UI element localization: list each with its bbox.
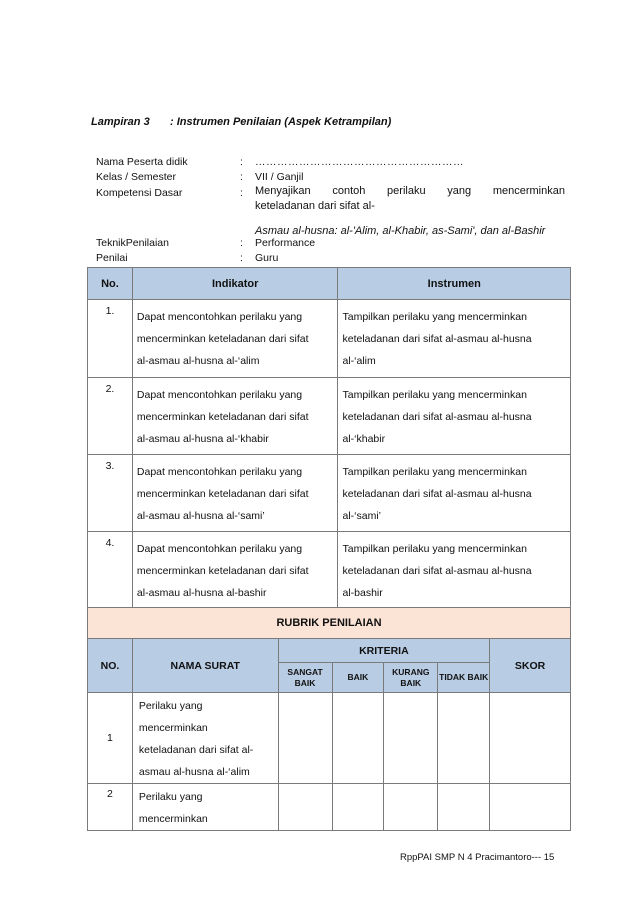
row-number: 2. xyxy=(88,378,133,455)
instrumen-cell xyxy=(338,532,571,609)
rubrik-table xyxy=(87,607,571,831)
kd-text-line-3: Asmau al-husna: al-'Alim, al-Khabir, as-Sami', dan al-Bashir xyxy=(255,225,546,237)
rubrik-title-row xyxy=(88,608,571,639)
cell-line: al-‘khabir xyxy=(342,433,386,445)
cell-line: al-‘sami’ xyxy=(342,510,381,522)
score-cell xyxy=(438,693,490,784)
row-number: 1. xyxy=(88,300,133,378)
kd-word: yang xyxy=(447,185,472,197)
cell-line: mencerminkan keteladanan dari sifat xyxy=(136,488,309,500)
row-number: 4. xyxy=(88,532,133,609)
cell-line: Perilaku yang xyxy=(138,791,203,803)
cell-line: asmau al-husna al-‘alim xyxy=(138,766,250,778)
cell-line: Dapat mencontohkan perilaku yang xyxy=(136,466,303,478)
col-header-nama-surat: NAMA SURAT xyxy=(132,639,278,693)
cell-line: keteladanan dari sifat al-asmau al-husna xyxy=(342,333,532,345)
cell-line: Dapat mencontohkan perilaku yang xyxy=(136,543,303,555)
col-header-no: No. xyxy=(88,268,133,300)
score-cell xyxy=(438,784,490,831)
rubrik-title: RUBRIK PENILAIAN xyxy=(88,608,571,639)
instrumen-header-row xyxy=(88,268,571,300)
cell-line: al-asmau al-husna al-‘alim xyxy=(136,355,260,367)
indikator-cell xyxy=(132,378,338,455)
cell-line: Dapat mencontohkan perilaku yang xyxy=(136,389,303,401)
cell-line: keteladanan dari sifat al- xyxy=(138,744,254,756)
kd-word: Menyajikan xyxy=(255,185,311,197)
kriteria-line: BAIK xyxy=(400,677,422,688)
info-colon: : xyxy=(240,156,243,168)
info-colon: : xyxy=(240,171,243,183)
cell-line: Dapat mencontohkan perilaku yang xyxy=(136,311,303,323)
skor-cell xyxy=(490,693,571,784)
score-cell xyxy=(384,693,438,784)
cell-line: al-‘alim xyxy=(342,355,376,367)
cell-line: mencerminkan keteladanan dari sifat xyxy=(136,565,309,577)
kd-text-line-2 xyxy=(255,200,375,212)
cell-line: Tampilkan perilaku yang mencerminkan xyxy=(342,311,527,323)
info-penilai-label: Penilai xyxy=(96,252,128,264)
table-row xyxy=(88,378,571,455)
cell-line: al-asmau al-husna al-bashir xyxy=(136,587,267,599)
kd-text-line-1 xyxy=(255,185,565,197)
kriteria-baik xyxy=(332,663,384,693)
info-teknik-value: Performance xyxy=(255,237,316,249)
row-number: 1 xyxy=(88,693,133,784)
cell-line: Tampilkan perilaku yang mencerminkan xyxy=(342,466,527,478)
kriteria-line: KURANG xyxy=(392,666,430,677)
row-number: 2 xyxy=(88,784,133,831)
score-cell xyxy=(332,693,384,784)
kriteria-sangat-baik xyxy=(278,663,332,693)
cell-line: al-asmau al-husna al-‘sami’ xyxy=(136,510,265,522)
cell-line: Perilaku yang xyxy=(138,700,203,712)
table-row xyxy=(88,455,571,532)
page-footer: RppPAI SMP N 4 Pracimantoro--- 15 xyxy=(400,852,555,863)
table-row xyxy=(88,784,571,831)
info-nama-label: Nama Peserta didik xyxy=(96,156,188,168)
info-kd-label: Kompetensi Dasar xyxy=(96,187,183,199)
cell-line: Tampilkan perilaku yang mencerminkan xyxy=(342,389,527,401)
row-number: 3. xyxy=(88,455,133,532)
info-colon: : xyxy=(240,237,243,249)
indikator-cell xyxy=(132,532,338,609)
score-cell xyxy=(332,784,384,831)
kriteria-line: BAIK xyxy=(294,677,316,688)
kriteria-line: SANGAT xyxy=(287,666,323,677)
kd-word: mencerminkan xyxy=(492,185,565,197)
cell-line: keteladanan dari sifat al-asmau al-husna xyxy=(342,565,532,577)
indikator-cell xyxy=(132,455,338,532)
info-kelas-value: VII / Ganjil xyxy=(255,171,304,183)
kd-line2-text: keteladanan dari sifat al- xyxy=(255,200,375,212)
kd-word: contoh xyxy=(332,185,366,197)
rubrik-header-row-1 xyxy=(88,639,571,663)
info-penilai-value: Guru xyxy=(255,252,279,264)
col-header-skor: SKOR xyxy=(490,639,571,693)
instrumen-cell xyxy=(338,378,571,455)
info-nama-value: ………………………………………………… xyxy=(255,156,464,168)
table-row xyxy=(88,300,571,378)
score-cell xyxy=(278,784,332,831)
cell-line: mencerminkan xyxy=(138,722,208,734)
info-colon: : xyxy=(240,252,243,264)
kd-word: perilaku xyxy=(387,185,426,197)
col-header-instrumen: Instrumen xyxy=(338,268,571,300)
table-row xyxy=(88,532,571,609)
kriteria-kurang-baik xyxy=(384,663,438,693)
instrumen-table xyxy=(87,267,571,609)
cell-line: mencerminkan keteladanan dari sifat xyxy=(136,333,309,345)
nama-surat-cell xyxy=(132,693,278,784)
cell-line: keteladanan dari sifat al-asmau al-husna xyxy=(342,411,532,423)
kriteria-line: TIDAK BAIK xyxy=(439,672,489,682)
lampiran-label: Lampiran 3 xyxy=(91,116,150,128)
table-row xyxy=(88,693,571,784)
col-header-no: NO. xyxy=(88,639,133,693)
instrumen-cell xyxy=(338,455,571,532)
cell-line: keteladanan dari sifat al-asmau al-husna xyxy=(342,488,532,500)
kriteria-tidak-baik xyxy=(438,663,490,693)
cell-line: al-asmau al-husna al-‘khabir xyxy=(136,433,269,445)
score-cell xyxy=(278,693,332,784)
info-teknik-label: TeknikPenilaian xyxy=(96,237,169,249)
info-kelas-label: Kelas / Semester xyxy=(96,171,176,183)
lampiran-title: : Instrumen Penilaian (Aspek Ketrampilan) xyxy=(170,116,392,128)
cell-line: mencerminkan xyxy=(138,813,208,825)
instrumen-cell xyxy=(338,300,571,378)
skor-cell xyxy=(490,784,571,831)
kriteria-line: BAIK xyxy=(347,672,369,682)
info-colon: : xyxy=(240,187,243,199)
indikator-cell xyxy=(132,300,338,378)
cell-line: al-bashir xyxy=(342,587,383,599)
nama-surat-cell xyxy=(132,784,278,831)
score-cell xyxy=(384,784,438,831)
lampiran-heading xyxy=(91,116,391,128)
cell-line: mencerminkan keteladanan dari sifat xyxy=(136,411,309,423)
cell-line: Tampilkan perilaku yang mencerminkan xyxy=(342,543,527,555)
col-header-kriteria: KRITERIA xyxy=(278,639,490,663)
col-header-indikator: Indikator xyxy=(132,268,338,300)
